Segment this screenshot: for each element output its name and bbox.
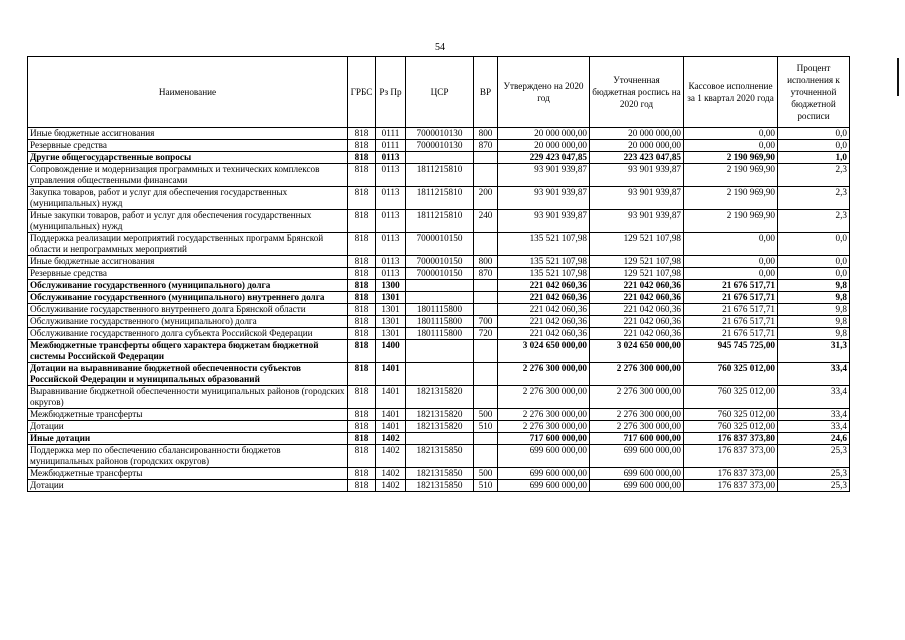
table-row [28,421,850,433]
cell-refined: 20 000 000,00 [590,140,684,152]
cell-cash: 176 837 373,00 [684,480,778,492]
cell-name: Дотации [28,480,348,492]
cell-cash: 2 190 969,90 [684,164,778,187]
cell-grbs: 818 [348,316,376,328]
cell-percent: 25,3 [778,480,850,492]
cell-refined: 221 042 060,36 [590,280,684,292]
cell-vr: 800 [474,256,498,268]
cell-vr: 500 [474,409,498,421]
cell-percent: 24,6 [778,433,850,445]
cell-approved: 135 521 107,98 [498,233,590,256]
table-row [28,152,850,164]
cell-grbs: 818 [348,233,376,256]
cell-csr: 1811215810 [406,210,474,233]
cell-vr [474,363,498,386]
cell-percent: 2,3 [778,164,850,187]
cell-cash: 0,00 [684,256,778,268]
cell-name: Иные бюджетные ассигнования [28,256,348,268]
cell-name: Межбюджетные трансферты общего характера бюджетам бюджетной системы Российской Федерации [28,340,348,363]
cell-grbs: 818 [348,128,376,140]
cell-csr: 1821315820 [406,421,474,433]
cell-rzpr: 1401 [376,421,406,433]
table-row [28,164,850,187]
cell-percent: 25,3 [778,445,850,468]
table-row [28,445,850,468]
cell-approved: 135 521 107,98 [498,256,590,268]
cell-grbs: 818 [348,363,376,386]
cell-name: Резервные средства [28,140,348,152]
cell-cash: 21 676 517,71 [684,316,778,328]
cell-refined: 93 901 939,87 [590,164,684,187]
cell-name: Обслуживание государственного внутреннего долга Брянской области [28,304,348,316]
cell-rzpr: 1402 [376,445,406,468]
scan-edge-mark [897,58,899,96]
cell-cash: 760 325 012,00 [684,409,778,421]
budget-table [27,56,850,492]
cell-percent: 9,8 [778,292,850,304]
cell-approved: 2 276 300 000,00 [498,409,590,421]
cell-csr: 7000010150 [406,268,474,280]
table-row [28,328,850,340]
cell-percent: 2,3 [778,187,850,210]
cell-approved: 221 042 060,36 [498,328,590,340]
cell-refined: 93 901 939,87 [590,210,684,233]
cell-grbs: 818 [348,328,376,340]
cell-refined: 129 521 107,98 [590,233,684,256]
cell-rzpr: 1301 [376,316,406,328]
cell-name: Дотации [28,421,348,433]
cell-rzpr: 0113 [376,256,406,268]
cell-vr: 720 [474,328,498,340]
cell-name: Иные бюджетные ассигнования [28,128,348,140]
cell-grbs: 818 [348,340,376,363]
cell-rzpr: 1300 [376,280,406,292]
cell-name: Поддержка реализации мероприятий государственных программ Брянской области и непрограммных мероприятий [28,233,348,256]
cell-rzpr: 1301 [376,292,406,304]
header-csr: ЦСР [406,57,474,128]
cell-approved: 699 600 000,00 [498,480,590,492]
cell-vr [474,233,498,256]
cell-approved: 229 423 047,85 [498,152,590,164]
cell-grbs: 818 [348,421,376,433]
cell-percent: 9,8 [778,304,850,316]
cell-vr [474,340,498,363]
cell-grbs: 818 [348,210,376,233]
table-row [28,409,850,421]
cell-refined: 221 042 060,36 [590,304,684,316]
cell-approved: 20 000 000,00 [498,140,590,152]
cell-grbs: 818 [348,304,376,316]
cell-grbs: 818 [348,256,376,268]
cell-name: Обслуживание государственного (муниципального) внутреннего долга [28,292,348,304]
cell-cash: 2 190 969,90 [684,210,778,233]
cell-csr: 1801115800 [406,316,474,328]
cell-percent: 2,3 [778,210,850,233]
cell-refined: 717 600 000,00 [590,433,684,445]
cell-grbs: 818 [348,187,376,210]
cell-name: Обслуживание государственного долга субъекта Российской Федерации [28,328,348,340]
cell-approved: 20 000 000,00 [498,128,590,140]
cell-cash: 21 676 517,71 [684,292,778,304]
cell-grbs: 818 [348,140,376,152]
cell-approved: 221 042 060,36 [498,292,590,304]
cell-rzpr: 1301 [376,328,406,340]
table-row [28,363,850,386]
cell-vr [474,445,498,468]
cell-approved: 717 600 000,00 [498,433,590,445]
cell-percent: 0,0 [778,140,850,152]
cell-name: Межбюджетные трансферты [28,468,348,480]
cell-csr: 7000010150 [406,256,474,268]
cell-percent: 0,0 [778,128,850,140]
cell-vr [474,304,498,316]
cell-rzpr: 1402 [376,433,406,445]
cell-csr: 7000010150 [406,233,474,256]
cell-percent: 0,0 [778,268,850,280]
cell-percent: 0,0 [778,233,850,256]
cell-vr [474,164,498,187]
cell-percent: 0,0 [778,256,850,268]
table-row [28,187,850,210]
cell-name: Обслуживание государственного (муниципального) долга [28,316,348,328]
cell-name: Закупка товаров, работ и услуг для обеспечения государственных (муниципальных) нужд [28,187,348,210]
cell-cash: 2 190 969,90 [684,152,778,164]
cell-refined: 699 600 000,00 [590,445,684,468]
cell-csr: 1811215810 [406,187,474,210]
cell-rzpr: 1401 [376,363,406,386]
cell-approved: 699 600 000,00 [498,468,590,480]
cell-percent: 25,3 [778,468,850,480]
cell-csr [406,340,474,363]
cell-name: Межбюджетные трансферты [28,409,348,421]
cell-name: Выравнивание бюджетной обеспеченности муниципальных районов (городских округов) [28,386,348,409]
cell-vr: 240 [474,210,498,233]
cell-refined: 2 276 300 000,00 [590,421,684,433]
cell-csr [406,280,474,292]
cell-grbs: 818 [348,468,376,480]
cell-csr: 1821315850 [406,480,474,492]
cell-percent: 9,8 [778,316,850,328]
cell-rzpr: 1402 [376,468,406,480]
cell-csr: 7000010130 [406,128,474,140]
cell-csr: 1801115800 [406,304,474,316]
cell-name: Поддержка мер по обеспечению сбалансированности бюджетов муниципальных районов (городских округов) [28,445,348,468]
cell-grbs: 818 [348,386,376,409]
cell-rzpr: 0113 [376,210,406,233]
header-percent: Процент исполнения к уточненной бюджетной росписи [778,57,850,128]
cell-vr: 870 [474,268,498,280]
cell-refined: 2 276 300 000,00 [590,363,684,386]
table-row [28,340,850,363]
cell-vr: 510 [474,480,498,492]
cell-csr: 7000010130 [406,140,474,152]
cell-grbs: 818 [348,480,376,492]
table-row [28,304,850,316]
cell-cash: 760 325 012,00 [684,363,778,386]
cell-approved: 221 042 060,36 [498,280,590,292]
table-row [28,480,850,492]
cell-percent: 9,8 [778,280,850,292]
cell-rzpr: 0113 [376,268,406,280]
cell-approved: 93 901 939,87 [498,164,590,187]
table-row [28,268,850,280]
cell-refined: 221 042 060,36 [590,316,684,328]
cell-csr: 1821315820 [406,409,474,421]
cell-cash: 21 676 517,71 [684,328,778,340]
cell-name: Иные закупки товаров, работ и услуг для обеспечения государственных (муниципальных) нужд [28,210,348,233]
cell-rzpr: 0113 [376,164,406,187]
table-row [28,433,850,445]
table-header-row [28,57,850,128]
cell-csr: 1821315850 [406,445,474,468]
table-row [28,210,850,233]
table-row [28,316,850,328]
cell-grbs: 818 [348,445,376,468]
header-grbs: ГРБС [348,57,376,128]
cell-refined: 129 521 107,98 [590,268,684,280]
cell-refined: 129 521 107,98 [590,256,684,268]
cell-refined: 2 276 300 000,00 [590,409,684,421]
cell-grbs: 818 [348,164,376,187]
cell-percent: 9,8 [778,328,850,340]
cell-refined: 93 901 939,87 [590,187,684,210]
cell-refined: 223 423 047,85 [590,152,684,164]
cell-approved: 135 521 107,98 [498,268,590,280]
cell-approved: 2 276 300 000,00 [498,363,590,386]
cell-vr: 700 [474,316,498,328]
cell-grbs: 818 [348,268,376,280]
cell-csr: 1821315850 [406,468,474,480]
cell-cash: 21 676 517,71 [684,280,778,292]
cell-name: Сопровождение и модернизация программных и технических комплексов управления общественными финансами [28,164,348,187]
cell-approved: 93 901 939,87 [498,187,590,210]
cell-approved: 2 276 300 000,00 [498,386,590,409]
cell-grbs: 818 [348,152,376,164]
cell-grbs: 818 [348,292,376,304]
cell-rzpr: 1301 [376,304,406,316]
cell-percent: 33,4 [778,421,850,433]
table-row [28,128,850,140]
cell-approved: 3 024 650 000,00 [498,340,590,363]
header-vr: ВР [474,57,498,128]
header-approved: Утверждено на 2020 год [498,57,590,128]
cell-cash: 760 325 012,00 [684,421,778,433]
cell-rzpr: 0113 [376,187,406,210]
cell-refined: 2 276 300 000,00 [590,386,684,409]
cell-cash: 0,00 [684,233,778,256]
cell-name: Обслуживание государственного (муниципального) долга [28,280,348,292]
cell-percent: 31,3 [778,340,850,363]
cell-vr [474,433,498,445]
cell-vr: 870 [474,140,498,152]
cell-cash: 945 745 725,00 [684,340,778,363]
cell-cash: 0,00 [684,128,778,140]
cell-grbs: 818 [348,409,376,421]
cell-csr: 1821315820 [406,386,474,409]
cell-csr [406,152,474,164]
cell-refined: 3 024 650 000,00 [590,340,684,363]
cell-cash: 0,00 [684,140,778,152]
cell-rzpr: 1400 [376,340,406,363]
cell-percent: 33,4 [778,386,850,409]
header-cash: Кассовое исполнение за 1 квартал 2020 года [684,57,778,128]
cell-approved: 221 042 060,36 [498,304,590,316]
cell-rzpr: 1401 [376,386,406,409]
cell-rzpr: 1401 [376,409,406,421]
cell-name: Другие общегосударственные вопросы [28,152,348,164]
table-row [28,386,850,409]
cell-vr [474,292,498,304]
cell-approved: 699 600 000,00 [498,445,590,468]
header-rzpr: Рз Пр [376,57,406,128]
header-refined: Уточненная бюджетная роспись на 2020 год [590,57,684,128]
cell-csr [406,433,474,445]
table-row [28,233,850,256]
cell-percent: 33,4 [778,363,850,386]
cell-csr [406,363,474,386]
cell-rzpr: 1402 [376,480,406,492]
table-row [28,468,850,480]
table-row [28,140,850,152]
cell-grbs: 818 [348,280,376,292]
cell-vr [474,280,498,292]
cell-refined: 20 000 000,00 [590,128,684,140]
cell-approved: 221 042 060,36 [498,316,590,328]
cell-rzpr: 0111 [376,140,406,152]
cell-approved: 93 901 939,87 [498,210,590,233]
cell-percent: 33,4 [778,409,850,421]
cell-name: Резервные средства [28,268,348,280]
cell-csr: 1811215810 [406,164,474,187]
cell-refined: 699 600 000,00 [590,468,684,480]
cell-vr: 200 [474,187,498,210]
cell-cash: 176 837 373,00 [684,445,778,468]
table-row [28,292,850,304]
cell-csr [406,292,474,304]
cell-cash: 176 837 373,00 [684,468,778,480]
cell-cash: 2 190 969,90 [684,187,778,210]
cell-cash: 176 837 373,80 [684,433,778,445]
page-number: 54 [435,42,445,53]
table-body [28,128,850,492]
cell-percent: 1,0 [778,152,850,164]
header-name: Наименование [28,57,348,128]
table-row [28,256,850,268]
table-row [28,280,850,292]
cell-refined: 699 600 000,00 [590,480,684,492]
cell-cash: 760 325 012,00 [684,386,778,409]
cell-refined: 221 042 060,36 [590,292,684,304]
cell-cash: 21 676 517,71 [684,304,778,316]
cell-vr: 500 [474,468,498,480]
cell-cash: 0,00 [684,268,778,280]
cell-vr [474,152,498,164]
cell-rzpr: 0111 [376,128,406,140]
cell-vr [474,386,498,409]
cell-name: Иные дотации [28,433,348,445]
cell-vr: 800 [474,128,498,140]
cell-grbs: 818 [348,433,376,445]
cell-name: Дотации на выравнивание бюджетной обеспеченности субъектов Российской Федерации и муниципальных образований [28,363,348,386]
cell-refined: 221 042 060,36 [590,328,684,340]
cell-rzpr: 0113 [376,152,406,164]
cell-vr: 510 [474,421,498,433]
cell-approved: 2 276 300 000,00 [498,421,590,433]
cell-rzpr: 0113 [376,233,406,256]
cell-csr: 1801115800 [406,328,474,340]
